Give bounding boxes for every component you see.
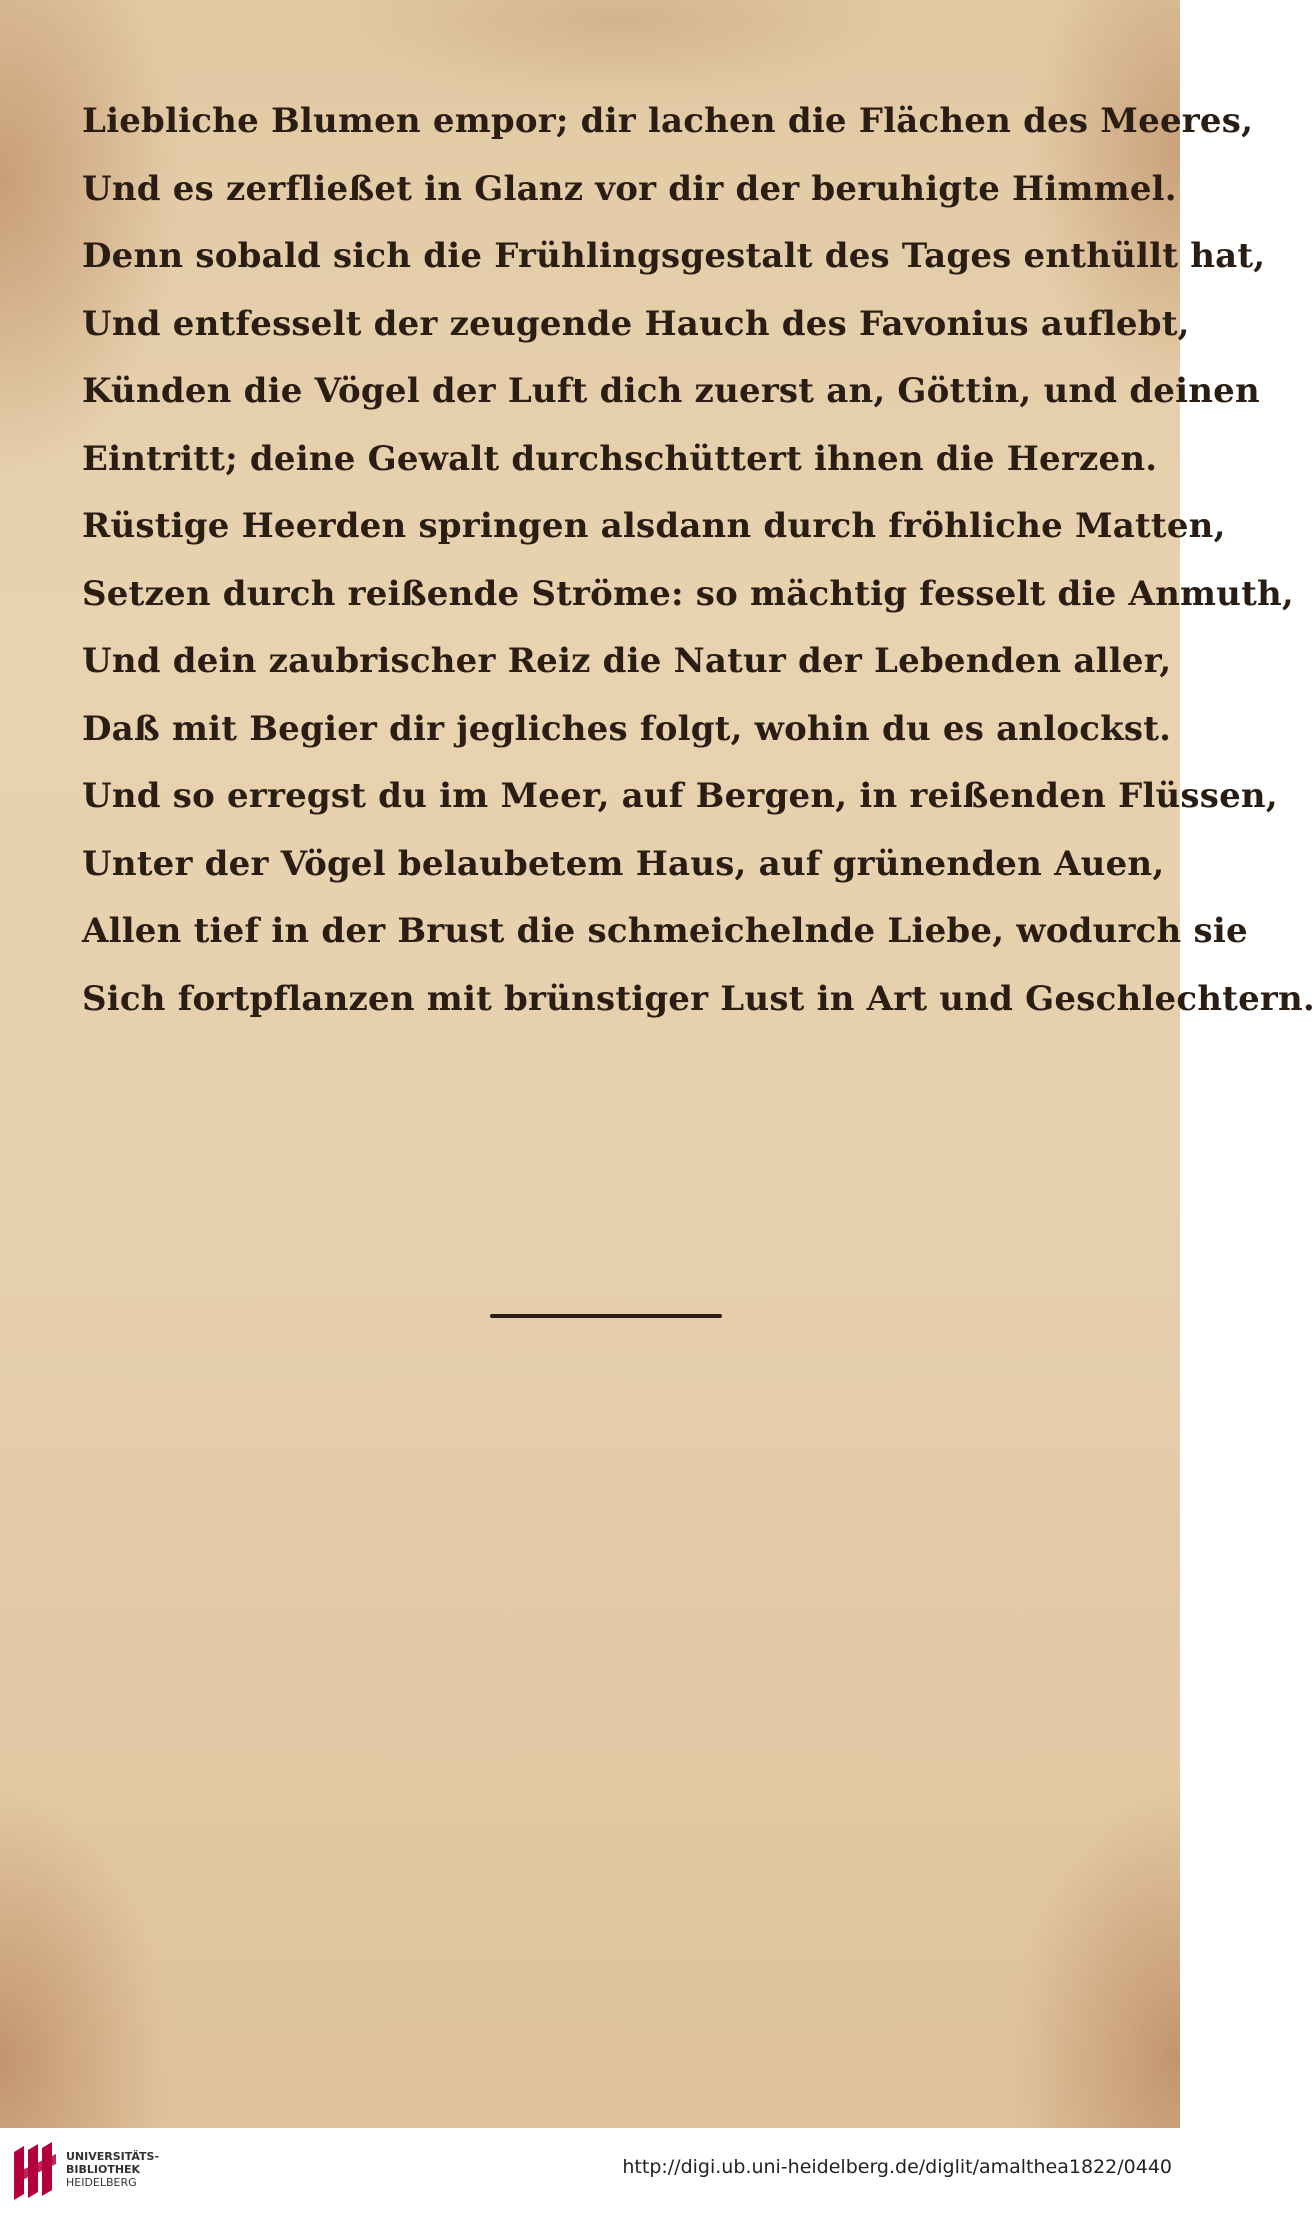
poem-text (82, 88, 1315, 1033)
library-name-line: HEIDELBERG (66, 2176, 137, 2189)
poem-line: Und so erregst du im Meer, auf Bergen, in reißenden Flüssen, (82, 776, 1278, 816)
poem-line: Unter der Vögel belaubetem Haus, auf grünenden Auen, (82, 843, 1165, 884)
poem-line: Eintritt; deine Gewalt durchschüttert ihnen die Herzen. (82, 438, 1158, 479)
digitization-footer (0, 2128, 1180, 2214)
poem-line: Und es zerfließet in Glanz vor dir der beruhigte Himmel. (82, 168, 1177, 209)
poem-line: Allen tief in der Brust die schmeichelnde Liebe, wodurch sie (82, 911, 1248, 951)
source-url-link[interactable]: http://digi.ub.uni-heidelberg.de/diglit/amalthea1822/0440 (622, 2156, 1172, 2178)
library-name (66, 2150, 159, 2189)
poem-line: Und entfesselt der zeugende Hauch des Favonius auflebt, (82, 303, 1190, 344)
poem-line: Setzen durch reißende Ströme: so mächtig fesselt die Anmuth, (82, 573, 1294, 614)
poem-line: Künden die Vögel der Luft dich zuerst an, Göttin, und deinen (82, 371, 1260, 411)
section-divider (490, 1314, 722, 1318)
poem-line: Denn sobald sich die Frühlingsgestalt des Tages enthüllt hat, (82, 236, 1266, 276)
library-name-line: UNIVERSITÄTS- (66, 2150, 160, 2163)
poem-line: Rüstige Heerden springen alsdann durch fröhliche Matten, (82, 506, 1226, 546)
library-name-line: BIBLIOTHEK (66, 2163, 141, 2176)
poem-line: Daß mit Begier dir jegliches folgt, wohin du es anlockst. (82, 708, 1172, 749)
poem-line: Liebliche Blumen empor; dir lachen die Flächen des Meeres, (82, 101, 1254, 141)
poem-line: Und dein zaubrischer Reiz die Natur der Lebenden aller, (82, 641, 1172, 681)
heidelberg-university-library-logo-icon (10, 2142, 60, 2200)
poem-line: Sich fortpflanzen mit brünstiger Lust in Art und Geschlechtern. (82, 978, 1315, 1019)
